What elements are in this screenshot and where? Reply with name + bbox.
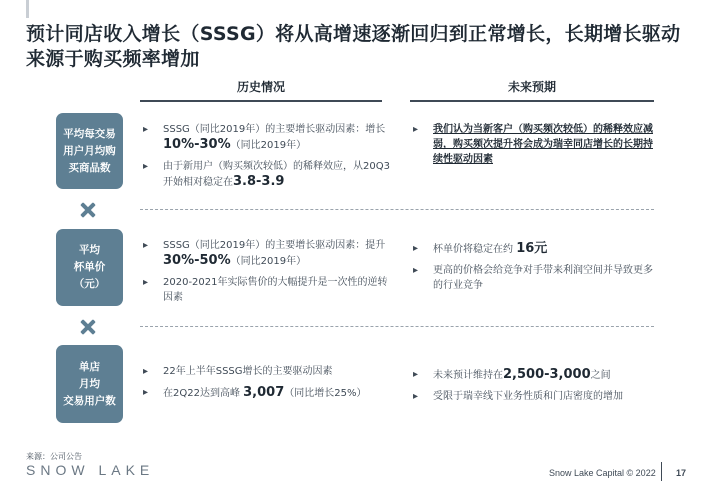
source-note: 来源：公司公告	[26, 452, 82, 461]
metric-box-monthly-users-per-store	[56, 345, 123, 423]
forecast-bullets-row1	[410, 122, 660, 173]
bullet-text: 未来预计维持在	[433, 370, 503, 381]
bullet-text-emphasis: 我们认为当新客户（购买频次较低）的稀释效应减弱，购买频次提升将会成为瑞幸同店增长的长期持续性驱动因素	[433, 124, 653, 165]
page-title: 预计同店收入增长（SSSG）将从高增速逐渐回归到正常增长，长期增长驱动来源于购买频率增加	[26, 23, 681, 70]
metric-label-line: 单店	[79, 360, 100, 373]
bullet-suffix: （同比2019年）	[230, 140, 307, 151]
bullet-highlight: 2,500-3,000	[503, 367, 591, 382]
footer-copyright: Snow Lake Capital © 2022	[549, 468, 656, 478]
bullet-suffix: 之间	[590, 370, 611, 381]
metric-label-line: 交易用户数	[63, 394, 116, 407]
page-number: 17	[676, 468, 687, 478]
bullet-text: SSSG（同比2019年）的主要增长驱动因素：提升	[163, 240, 386, 251]
bullet-highlight: 3.8-3.9	[233, 174, 285, 189]
title-accent-bar	[26, 0, 29, 18]
row-divider	[140, 209, 654, 210]
multiply-icon	[79, 318, 97, 336]
bullet-text: 2020-2021年实际售价的大幅提升是一次性的逆转因素	[163, 277, 388, 303]
bullet-item	[410, 122, 660, 167]
metric-label-line: 月均	[79, 377, 100, 390]
bullet-text: 由于新用户（购买频次较低）的稀释效应，从20Q3 开始相对稳定在	[163, 161, 390, 188]
forecast-bullets-row3	[410, 367, 660, 410]
history-bullets-row2	[140, 238, 390, 311]
column-header-forecast-label: 未来预期	[507, 80, 556, 94]
metric-box-avg-cup-price	[56, 229, 123, 306]
bullet-item	[140, 385, 390, 401]
column-header-history	[140, 78, 382, 102]
bullet-text: 受限于瑞幸线下业务性质和门店密度的增加	[433, 391, 623, 402]
bullet-highlight: 16元	[516, 241, 548, 256]
bullet-item	[140, 122, 390, 153]
column-header-underline	[140, 100, 382, 102]
bullet-highlight: 10%-30%	[163, 137, 231, 152]
column-header-history-label: 历史情况	[236, 80, 285, 94]
history-bullets-row1	[140, 122, 390, 196]
bullet-highlight: 30%-50%	[163, 253, 231, 268]
metric-label-line: 用户月均购	[63, 144, 116, 157]
metric-box-items-per-user	[56, 113, 123, 189]
bullet-suffix: （同比2019年）	[230, 256, 307, 267]
multiply-icon	[79, 201, 97, 219]
snow-lake-logo: SNOW LAKE	[26, 462, 155, 478]
bullet-item	[140, 159, 390, 190]
forecast-bullets-row2	[410, 241, 660, 299]
bullet-text: SSSG（同比2019年）的主要增长驱动因素：增长	[163, 124, 386, 135]
bullet-suffix: （同比增长25%）	[284, 388, 367, 399]
bullet-text: 杯单价将稳定在约	[433, 244, 517, 255]
metric-label-line: 买商品数	[68, 161, 111, 174]
column-header-underline	[410, 100, 654, 102]
bullet-item	[410, 367, 660, 383]
bullet-item	[410, 263, 660, 293]
metric-label-line: （元）	[73, 278, 106, 290]
bullet-text: 在2Q22达到高峰	[163, 388, 244, 399]
bullet-item	[410, 389, 660, 404]
bullet-item	[140, 238, 390, 269]
column-header-forecast	[410, 78, 654, 102]
footer-separator	[661, 462, 662, 481]
bullet-item	[140, 364, 390, 379]
bullet-highlight: 3,007	[243, 385, 285, 400]
bullet-text: 22年上半年SSSG增长的主要驱动因素	[163, 366, 333, 377]
history-bullets-row3	[140, 364, 390, 407]
metric-label-line: 平均	[79, 244, 100, 256]
bullet-text: 更高的价格会给竞争对手带来利润空间并导致更多的行业竞争	[433, 265, 653, 291]
bullet-item	[410, 241, 660, 257]
row-divider	[140, 326, 654, 327]
bullet-item	[140, 275, 390, 305]
metric-label-line: 杯单价	[73, 261, 106, 273]
metric-label-line: 平均每交易	[63, 127, 116, 140]
